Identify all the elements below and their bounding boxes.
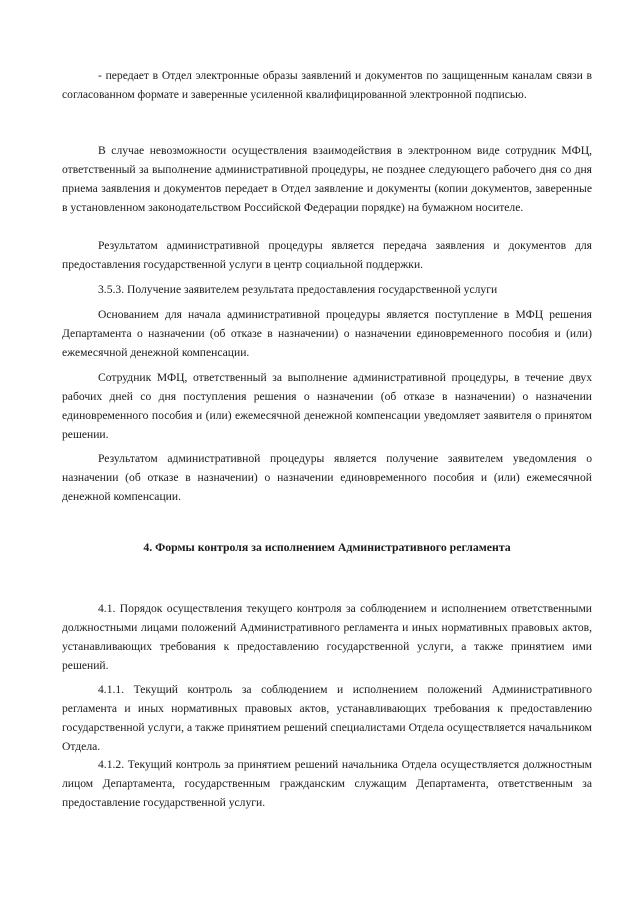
section-heading-4: 4. Формы контроля за исполнением Административного регламента: [143, 540, 511, 554]
paragraph-mfc-notification: Сотрудник МФЦ, ответственный за выполнение административной процедуры, в течение двух рабочих дней со дня поступления решения о назначении (об отказе в назначении) о назначении единовременного пособия и (или) ежемесячной денежной компенсации уведомляет заявителя о принятом решении.: [62, 371, 592, 441]
subsection-title-3-5-3: 3.5.3. Получение заявителем результата предоставления государственной услуги: [98, 283, 498, 296]
paragraph-4-1-2: 4.1.2. Текущий контроль за принятием решений начальника Отдела осуществляется должностным лицом Департамента, государственным гражданским служащим Департамента, ответственным за предоставление государственной услуги.: [62, 758, 592, 809]
paragraph-electronic-transfer: - передает в Отдел электронные образы заявлений и документов по защищенным каналам связи в согласованном формате и заверенные усиленной квалифицированной электронной подписью.: [62, 69, 592, 101]
paragraph-procedure-result: Результатом административной процедуры является получение заявителем уведомления о назначении (об отказе в назначении) о назначении единовременного пособия и (или) ежемесячной денежной компенсации.: [62, 452, 592, 503]
paragraph-4-1: 4.1. Порядок осуществления текущего контроля за соблюдением и исполнением ответственными должностными лицами положений Административного регламента и иных нормативных правовых актов, устанавливающих требования к предоставлению государственной услуги, а также принятием ими решений.: [62, 602, 592, 672]
paragraph-paper-transfer: В случае невозможности осуществления взаимодействия в электронном виде сотрудник МФЦ, ответственный за выполнение административной процедуры, не позднее следующего рабочего дня со дня приема заявления и документов передает в Отдел заявление и документы (копии документов, заверенные в установленном законодательством Российской Федерации порядке) на бумажном носителе.: [62, 144, 592, 214]
paragraph-procedure-basis: Основанием для начала административной процедуры является поступление в МФЦ решения Департамента о назначении (об отказе в назначении) о назначении единовременного пособия и (или) ежемесячной денежной компенсации.: [62, 308, 592, 359]
paragraph-4-1-1: 4.1.1. Текущий контроль за соблюдением и исполнением положений Административного регламента и иных нормативных правовых актов, устанавливающих требования к предоставлению государственной услуги, а также принятием решений специалистами Отдела осуществляется начальником Отдела.: [62, 683, 592, 753]
paragraph-transfer-result: Результатом административной процедуры является передача заявления и документов для предоставления государственной услуги в центр социальной поддержки.: [62, 239, 592, 271]
